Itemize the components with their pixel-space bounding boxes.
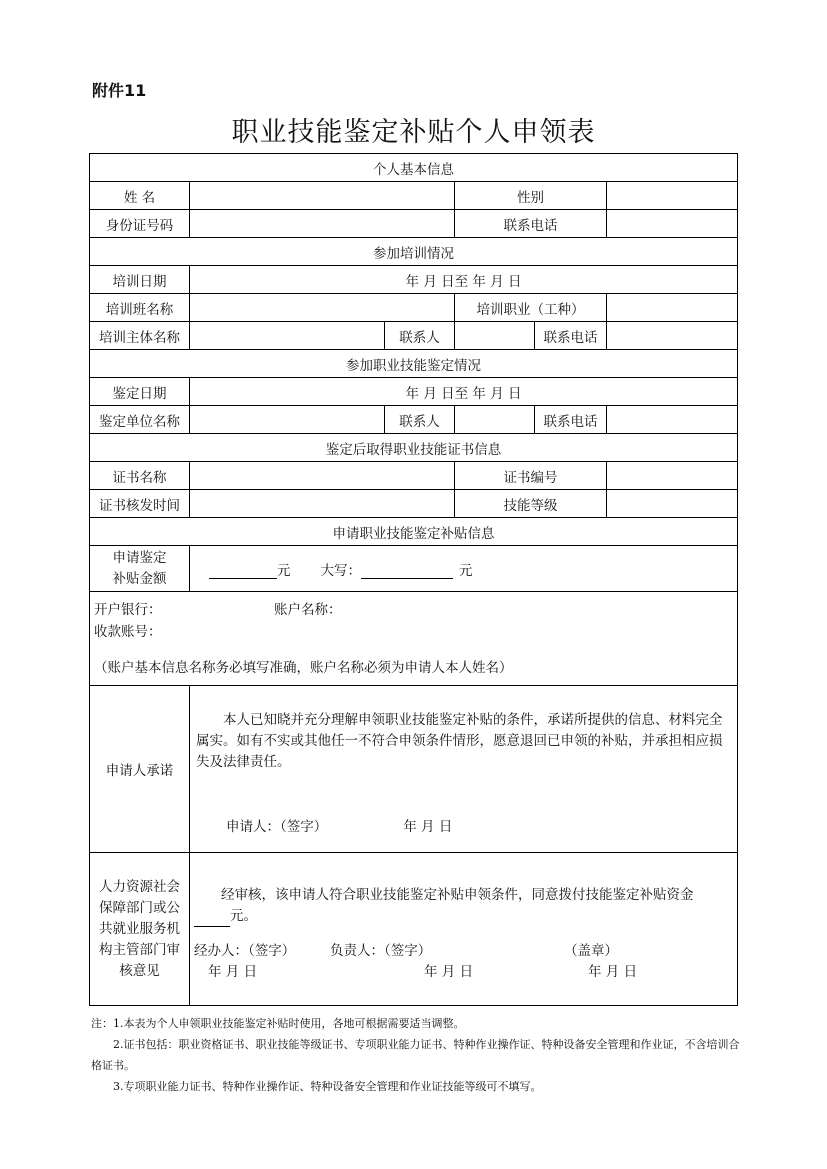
review-cell [190,853,738,1006]
section-certificate: 鉴定后取得职业技能证书信息 [90,434,738,462]
note-1: 注：1.本表为个人申领职业技能鉴定补贴时使用，各地可根据需要适当调整。 [91,1017,465,1030]
section-training: 参加培训情况 [90,238,738,266]
handler-date: 年 月 日 [208,964,258,980]
amount-blank[interactable] [209,564,277,579]
handler-sign-label: 经办人：（签字） [194,943,296,959]
label-class-name: 培训班名称 [90,294,190,322]
field-cert-issue-time[interactable] [190,490,455,518]
note-3: 3.专项职业能力证书、特种作业操作证、特种设备安全管理和作业证技能等级可不填写。 [113,1080,542,1093]
note-2: 2.证书包括：职业资格证书、职业技能等级证书、专项职业能力证书、特种作业操作证、特种设备安全管理和作业证，不含培训合格证书。 [91,1038,740,1072]
leader-sign-label: 负责人：（签字） [330,943,432,959]
label-appraisal-phone: 联系电话 [535,406,607,434]
bank-label: 开户银行： [94,601,162,618]
label-cert-name: 证书名称 [90,462,190,490]
yuan-label-2: 元 [459,562,473,579]
label-appraisal-unit: 鉴定单位名称 [90,406,190,434]
bank-info-cell[interactable] [90,592,738,686]
review-amount-blank[interactable] [194,912,230,927]
label-name: 姓 名 [90,182,190,210]
label-subsidy-amount-line1: 申请鉴定 [112,549,167,566]
field-training-phone[interactable] [607,322,738,350]
label-appraisal-contact: 联系人 [385,406,455,434]
label-cert-issue-time: 证书核发时间 [90,490,190,518]
label-subsidy-amount [90,546,190,592]
label-training-entity: 培训主体名称 [90,322,190,350]
daxie-label: 大写： [320,562,361,579]
account-no-label: 收款账号： [94,623,162,640]
application-form-table [89,153,738,1006]
label-applicant-promise: 申请人承诺 [90,686,190,853]
field-appraisal-date[interactable]: 年 月 日至 年 月 日 [190,378,738,406]
promise-text: 本人已知晓并充分理解申领职业技能鉴定补贴的条件，承诺所提供的信息、材料完全属实。如有不实或其他任一不符合申领条件情形，愿意退回已申领的补贴，并承担相应损失及法律责任。 [196,712,723,770]
label-review-line1: 人力资源社会 [99,878,180,895]
label-training-phone: 联系电话 [535,322,607,350]
field-skill-level[interactable] [607,490,738,518]
leader-date: 年 月 日 [424,964,474,980]
page-title: 职业技能鉴定补贴个人申领表 [231,117,596,148]
label-review-line5: 核意见 [119,962,160,979]
field-appraisal-phone[interactable] [607,406,738,434]
account-name-label: 账户名称： [274,601,342,618]
review-text-a: 经审核，该申请人符合职业技能鉴定补贴申领条件，同意拨付技能鉴定补贴资金 [221,887,694,903]
notes [91,1013,741,1097]
seal-date: 年 月 日 [588,964,638,980]
label-review-line3: 共就业服务机 [99,920,180,937]
daxie-blank[interactable] [361,564,453,579]
review-text [194,885,729,927]
field-class-name[interactable] [190,294,455,322]
field-training-date[interactable]: 年 月 日至 年 月 日 [190,266,738,294]
seal-label: （盖章） [564,943,618,959]
field-training-occupation[interactable] [607,294,738,322]
section-subsidy: 申请职业技能鉴定补贴信息 [90,518,738,546]
field-gender[interactable] [607,182,738,210]
label-training-contact: 联系人 [385,322,455,350]
attachment-label: 附件11 [92,81,147,100]
label-training-date: 培训日期 [90,266,190,294]
bank-note: （账户基本信息名称务必填写准确，账户名称必须为申请人本人姓名） [94,659,513,676]
review-date-line [194,962,729,983]
applicant-sign-date: 年 月 日 [403,819,453,835]
field-cert-number[interactable] [607,462,738,490]
applicant-signature-line[interactable] [196,815,729,835]
field-cert-name[interactable] [190,462,455,490]
promise-cell [190,686,738,853]
label-review-opinion [90,853,190,1006]
label-gender: 性别 [455,182,607,210]
field-appraisal-unit[interactable] [190,406,385,434]
label-cert-number: 证书编号 [455,462,607,490]
label-id-number: 身份证号码 [90,210,190,238]
label-skill-level: 技能等级 [455,490,607,518]
review-signature-line[interactable] [194,941,729,962]
review-text-b: 元。 [230,908,257,924]
field-appraisal-contact[interactable] [455,406,535,434]
label-subsidy-amount-line2: 补贴金额 [112,570,167,587]
field-name[interactable] [190,182,455,210]
label-contact-phone: 联系电话 [455,210,607,238]
field-training-entity[interactable] [190,322,385,350]
field-id-number[interactable] [190,210,455,238]
field-subsidy-amount[interactable] [190,546,738,592]
field-contact-phone[interactable] [607,210,738,238]
yuan-label: 元 [277,562,291,579]
applicant-sign-label: 申请人：（签字） [226,819,328,835]
field-training-contact[interactable] [455,322,535,350]
section-appraisal: 参加职业技能鉴定情况 [90,350,738,378]
section-basic-info: 个人基本信息 [90,154,738,182]
label-review-line2: 保障部门或公 [99,899,180,916]
label-training-occupation: 培训职业（工种） [455,294,607,322]
label-review-line4: 构主管部门审 [99,941,180,958]
label-appraisal-date: 鉴定日期 [90,378,190,406]
